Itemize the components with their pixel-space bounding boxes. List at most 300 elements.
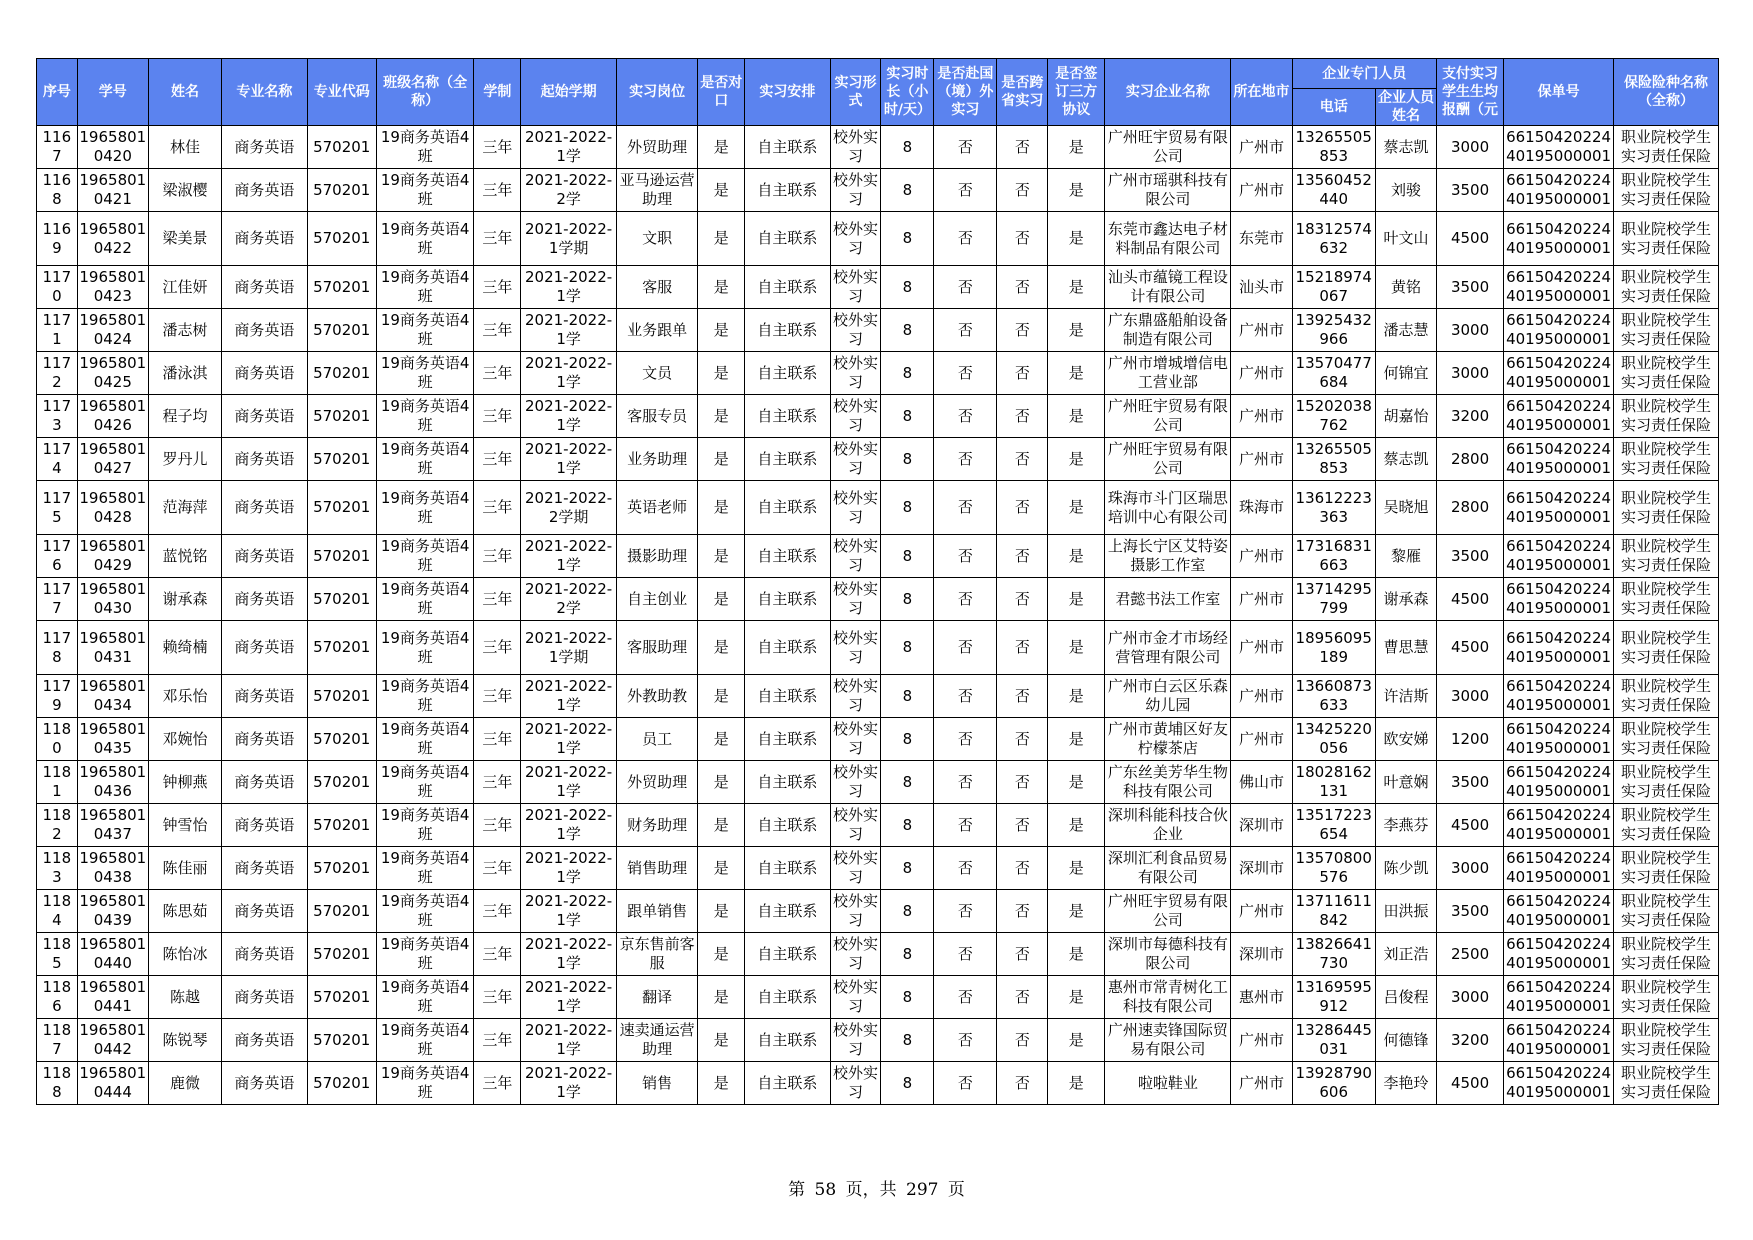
cell-pay: 2800 bbox=[1436, 438, 1503, 481]
cell-duration: 三年 bbox=[474, 481, 521, 535]
cell-company: 广州旺宇贸易有限公司 bbox=[1105, 126, 1231, 169]
cell-arrangement: 自主联系 bbox=[745, 126, 830, 169]
cell-major-code: 570201 bbox=[307, 169, 376, 212]
cell-phone: 17316831663 bbox=[1292, 535, 1375, 578]
cell-abroad: 否 bbox=[934, 535, 997, 578]
cell-policy-no: 6615042022440195000001 bbox=[1504, 535, 1614, 578]
cell-seq: 1167 bbox=[37, 126, 78, 169]
cell-abroad: 否 bbox=[934, 847, 997, 890]
header-duration: 学制 bbox=[474, 59, 521, 126]
header-matched: 是否对口 bbox=[698, 59, 745, 126]
cell-arrangement: 自主联系 bbox=[745, 1062, 830, 1105]
cell-phone: 15202038762 bbox=[1292, 395, 1375, 438]
cell-duration: 三年 bbox=[474, 309, 521, 352]
cell-agreement: 是 bbox=[1048, 761, 1105, 804]
cell-phone: 18956095189 bbox=[1292, 621, 1375, 675]
cell-seq: 1186 bbox=[37, 976, 78, 1019]
cell-duration: 三年 bbox=[474, 352, 521, 395]
cell-insurance: 职业院校学生实习责任保险 bbox=[1614, 675, 1719, 718]
cell-phone: 13286445031 bbox=[1292, 1019, 1375, 1062]
cell-name: 林佳 bbox=[148, 126, 221, 169]
cell-form: 校外实习 bbox=[830, 535, 881, 578]
cell-cross-province: 否 bbox=[997, 309, 1048, 352]
cell-phone: 18028162131 bbox=[1292, 761, 1375, 804]
cell-arrangement: 自主联系 bbox=[745, 718, 830, 761]
cell-position: 外教助教 bbox=[616, 675, 697, 718]
cell-company: 广东鼎盛船舶设备制造有限公司 bbox=[1105, 309, 1231, 352]
cell-major-name: 商务英语 bbox=[222, 352, 307, 395]
cell-agreement: 是 bbox=[1048, 933, 1105, 976]
cell-form: 校外实习 bbox=[830, 718, 881, 761]
cell-student-id: 19658010435 bbox=[77, 718, 148, 761]
cell-class-name: 19商务英语4班 bbox=[376, 1062, 474, 1105]
cell-duration: 三年 bbox=[474, 169, 521, 212]
cell-start-term: 2021-2022-1学 bbox=[521, 1062, 617, 1105]
cell-seq: 1168 bbox=[37, 169, 78, 212]
cell-start-term: 2021-2022-1学 bbox=[521, 266, 617, 309]
cell-policy-no: 6615042022440195000001 bbox=[1504, 169, 1614, 212]
cell-class-name: 19商务英语4班 bbox=[376, 481, 474, 535]
header-start-term: 起始学期 bbox=[521, 59, 617, 126]
cell-city: 广州市 bbox=[1231, 718, 1292, 761]
cell-matched: 是 bbox=[698, 352, 745, 395]
cell-start-term: 2021-2022-2学期 bbox=[521, 481, 617, 535]
cell-form: 校外实习 bbox=[830, 352, 881, 395]
cell-cross-province: 否 bbox=[997, 578, 1048, 621]
cell-staff-name: 谢承森 bbox=[1375, 578, 1436, 621]
cell-agreement: 是 bbox=[1048, 481, 1105, 535]
cell-hours: 8 bbox=[881, 933, 934, 976]
cell-agreement: 是 bbox=[1048, 438, 1105, 481]
cell-seq: 1169 bbox=[37, 212, 78, 266]
cell-major-code: 570201 bbox=[307, 352, 376, 395]
cell-abroad: 否 bbox=[934, 438, 997, 481]
cell-arrangement: 自主联系 bbox=[745, 438, 830, 481]
cell-insurance: 职业院校学生实习责任保险 bbox=[1614, 976, 1719, 1019]
cell-phone: 13570800576 bbox=[1292, 847, 1375, 890]
cell-hours: 8 bbox=[881, 266, 934, 309]
cell-student-id: 19658010438 bbox=[77, 847, 148, 890]
cell-major-name: 商务英语 bbox=[222, 169, 307, 212]
cell-agreement: 是 bbox=[1048, 976, 1105, 1019]
cell-phone: 13265505853 bbox=[1292, 126, 1375, 169]
cell-student-id: 19658010437 bbox=[77, 804, 148, 847]
cell-pay: 4500 bbox=[1436, 578, 1503, 621]
table-body bbox=[37, 126, 1719, 1105]
cell-major-name: 商务英语 bbox=[222, 1062, 307, 1105]
cell-matched: 是 bbox=[698, 212, 745, 266]
cell-duration: 三年 bbox=[474, 535, 521, 578]
cell-city: 佛山市 bbox=[1231, 761, 1292, 804]
cell-cross-province: 否 bbox=[997, 212, 1048, 266]
footer-middle: 页，共 bbox=[845, 1180, 897, 1200]
cell-duration: 三年 bbox=[474, 1019, 521, 1062]
cell-city: 深圳市 bbox=[1231, 804, 1292, 847]
cell-hours: 8 bbox=[881, 352, 934, 395]
cell-name: 陈越 bbox=[148, 976, 221, 1019]
cell-staff-name: 李艳玲 bbox=[1375, 1062, 1436, 1105]
cell-policy-no: 6615042022440195000001 bbox=[1504, 976, 1614, 1019]
cell-seq: 1174 bbox=[37, 438, 78, 481]
cell-class-name: 19商务英语4班 bbox=[376, 169, 474, 212]
cell-student-id: 19658010430 bbox=[77, 578, 148, 621]
cell-arrangement: 自主联系 bbox=[745, 169, 830, 212]
cell-major-code: 570201 bbox=[307, 578, 376, 621]
header-arrangement: 实习安排 bbox=[745, 59, 830, 126]
cell-student-id: 19658010423 bbox=[77, 266, 148, 309]
table-row bbox=[37, 621, 1719, 675]
cell-matched: 是 bbox=[698, 395, 745, 438]
cell-company: 广州市黄埔区好友柠檬茶店 bbox=[1105, 718, 1231, 761]
cell-hours: 8 bbox=[881, 718, 934, 761]
cell-insurance: 职业院校学生实习责任保险 bbox=[1614, 1019, 1719, 1062]
cell-insurance: 职业院校学生实习责任保险 bbox=[1614, 578, 1719, 621]
cell-class-name: 19商务英语4班 bbox=[376, 438, 474, 481]
cell-insurance: 职业院校学生实习责任保险 bbox=[1614, 395, 1719, 438]
cell-student-id: 19658010441 bbox=[77, 976, 148, 1019]
cell-pay: 3000 bbox=[1436, 352, 1503, 395]
cell-agreement: 是 bbox=[1048, 621, 1105, 675]
cell-matched: 是 bbox=[698, 675, 745, 718]
cell-agreement: 是 bbox=[1048, 804, 1105, 847]
cell-phone: 13169595912 bbox=[1292, 976, 1375, 1019]
cell-start-term: 2021-2022-1学 bbox=[521, 535, 617, 578]
cell-student-id: 19658010444 bbox=[77, 1062, 148, 1105]
cell-abroad: 否 bbox=[934, 933, 997, 976]
table-row bbox=[37, 976, 1719, 1019]
cell-pay: 3500 bbox=[1436, 266, 1503, 309]
cell-seq: 1183 bbox=[37, 847, 78, 890]
cell-seq: 1182 bbox=[37, 804, 78, 847]
cell-arrangement: 自主联系 bbox=[745, 761, 830, 804]
cell-major-code: 570201 bbox=[307, 212, 376, 266]
cell-form: 校外实习 bbox=[830, 621, 881, 675]
cell-policy-no: 6615042022440195000001 bbox=[1504, 1019, 1614, 1062]
cell-city: 广州市 bbox=[1231, 578, 1292, 621]
cell-start-term: 2021-2022-1学 bbox=[521, 675, 617, 718]
cell-arrangement: 自主联系 bbox=[745, 890, 830, 933]
cell-start-term: 2021-2022-1学 bbox=[521, 395, 617, 438]
cell-name: 陈佳丽 bbox=[148, 847, 221, 890]
table-row bbox=[37, 535, 1719, 578]
cell-seq: 1175 bbox=[37, 481, 78, 535]
cell-position: 自主创业 bbox=[616, 578, 697, 621]
cell-pay: 3500 bbox=[1436, 890, 1503, 933]
cell-seq: 1177 bbox=[37, 578, 78, 621]
cell-class-name: 19商务英语4班 bbox=[376, 352, 474, 395]
footer-prefix: 第 bbox=[788, 1180, 806, 1200]
cell-abroad: 否 bbox=[934, 621, 997, 675]
table-row bbox=[37, 675, 1719, 718]
cell-start-term: 2021-2022-1学 bbox=[521, 1019, 617, 1062]
cell-name: 邓婉怡 bbox=[148, 718, 221, 761]
cell-city: 汕头市 bbox=[1231, 266, 1292, 309]
cell-start-term: 2021-2022-1学 bbox=[521, 126, 617, 169]
table-row bbox=[37, 352, 1719, 395]
cell-pay: 3200 bbox=[1436, 395, 1503, 438]
cell-policy-no: 6615042022440195000001 bbox=[1504, 438, 1614, 481]
cell-arrangement: 自主联系 bbox=[745, 352, 830, 395]
cell-matched: 是 bbox=[698, 1062, 745, 1105]
cell-matched: 是 bbox=[698, 976, 745, 1019]
cell-pay: 2800 bbox=[1436, 481, 1503, 535]
cell-staff-name: 叶文山 bbox=[1375, 212, 1436, 266]
cell-insurance: 职业院校学生实习责任保险 bbox=[1614, 804, 1719, 847]
cell-major-name: 商务英语 bbox=[222, 804, 307, 847]
table-row bbox=[37, 266, 1719, 309]
header-name: 姓名 bbox=[148, 59, 221, 126]
cell-insurance: 职业院校学生实习责任保险 bbox=[1614, 438, 1719, 481]
cell-insurance: 职业院校学生实习责任保险 bbox=[1614, 169, 1719, 212]
cell-hours: 8 bbox=[881, 1062, 934, 1105]
cell-company: 啦啦鞋业 bbox=[1105, 1062, 1231, 1105]
cell-city: 广州市 bbox=[1231, 621, 1292, 675]
cell-cross-province: 否 bbox=[997, 126, 1048, 169]
cell-insurance: 职业院校学生实习责任保险 bbox=[1614, 212, 1719, 266]
cell-city: 珠海市 bbox=[1231, 481, 1292, 535]
cell-duration: 三年 bbox=[474, 933, 521, 976]
cell-major-name: 商务英语 bbox=[222, 395, 307, 438]
cell-name: 赖绮楠 bbox=[148, 621, 221, 675]
cell-company: 广州市瑶骐科技有限公司 bbox=[1105, 169, 1231, 212]
header-class-name: 班级名称（全称） bbox=[376, 59, 474, 126]
cell-matched: 是 bbox=[698, 578, 745, 621]
cell-arrangement: 自主联系 bbox=[745, 395, 830, 438]
cell-insurance: 职业院校学生实习责任保险 bbox=[1614, 266, 1719, 309]
cell-staff-name: 蔡志凯 bbox=[1375, 126, 1436, 169]
cell-staff-name: 李燕芬 bbox=[1375, 804, 1436, 847]
cell-cross-province: 否 bbox=[997, 621, 1048, 675]
cell-major-name: 商务英语 bbox=[222, 890, 307, 933]
cell-pay: 4500 bbox=[1436, 804, 1503, 847]
cell-company: 深圳市每德科技有限公司 bbox=[1105, 933, 1231, 976]
cell-cross-province: 否 bbox=[997, 761, 1048, 804]
cell-insurance: 职业院校学生实习责任保险 bbox=[1614, 761, 1719, 804]
cell-name: 陈怡冰 bbox=[148, 933, 221, 976]
cell-student-id: 19658010436 bbox=[77, 761, 148, 804]
header-company: 实习企业名称 bbox=[1105, 59, 1231, 126]
cell-major-code: 570201 bbox=[307, 890, 376, 933]
cell-company: 君懿书法工作室 bbox=[1105, 578, 1231, 621]
cell-hours: 8 bbox=[881, 126, 934, 169]
cell-agreement: 是 bbox=[1048, 675, 1105, 718]
cell-arrangement: 自主联系 bbox=[745, 1019, 830, 1062]
cell-student-id: 19658010442 bbox=[77, 1019, 148, 1062]
cell-seq: 1170 bbox=[37, 266, 78, 309]
cell-policy-no: 6615042022440195000001 bbox=[1504, 212, 1614, 266]
cell-major-code: 570201 bbox=[307, 804, 376, 847]
cell-cross-province: 否 bbox=[997, 976, 1048, 1019]
cell-pay: 3500 bbox=[1436, 169, 1503, 212]
cell-start-term: 2021-2022-1学 bbox=[521, 761, 617, 804]
cell-policy-no: 6615042022440195000001 bbox=[1504, 126, 1614, 169]
cell-phone: 13826641730 bbox=[1292, 933, 1375, 976]
cell-major-code: 570201 bbox=[307, 675, 376, 718]
cell-position: 亚马逊运营助理 bbox=[616, 169, 697, 212]
cell-pay: 3000 bbox=[1436, 675, 1503, 718]
cell-form: 校外实习 bbox=[830, 675, 881, 718]
cell-abroad: 否 bbox=[934, 1062, 997, 1105]
cell-abroad: 否 bbox=[934, 309, 997, 352]
cell-position: 客服助理 bbox=[616, 621, 697, 675]
cell-staff-name: 刘骏 bbox=[1375, 169, 1436, 212]
cell-staff-name: 田洪振 bbox=[1375, 890, 1436, 933]
cell-policy-no: 6615042022440195000001 bbox=[1504, 890, 1614, 933]
header-hours: 实习时长（小时/天） bbox=[881, 59, 934, 126]
cell-company: 广州市金才市场经营管理有限公司 bbox=[1105, 621, 1231, 675]
cell-name: 钟雪怡 bbox=[148, 804, 221, 847]
cell-pay: 3000 bbox=[1436, 976, 1503, 1019]
cell-class-name: 19商务英语4班 bbox=[376, 212, 474, 266]
cell-arrangement: 自主联系 bbox=[745, 976, 830, 1019]
cell-phone: 13928790606 bbox=[1292, 1062, 1375, 1105]
cell-seq: 1179 bbox=[37, 675, 78, 718]
table-row bbox=[37, 847, 1719, 890]
header-policy-no: 保单号 bbox=[1504, 59, 1614, 126]
cell-major-code: 570201 bbox=[307, 718, 376, 761]
cell-name: 潘泳淇 bbox=[148, 352, 221, 395]
cell-name: 陈锐琴 bbox=[148, 1019, 221, 1062]
cell-matched: 是 bbox=[698, 761, 745, 804]
cell-start-term: 2021-2022-1学 bbox=[521, 804, 617, 847]
cell-city: 广州市 bbox=[1231, 169, 1292, 212]
cell-arrangement: 自主联系 bbox=[745, 804, 830, 847]
cell-cross-province: 否 bbox=[997, 933, 1048, 976]
cell-class-name: 19商务英语4班 bbox=[376, 718, 474, 761]
cell-form: 校外实习 bbox=[830, 804, 881, 847]
cell-major-code: 570201 bbox=[307, 481, 376, 535]
header-student-id: 学号 bbox=[77, 59, 148, 126]
cell-insurance: 职业院校学生实习责任保险 bbox=[1614, 309, 1719, 352]
cell-name: 鹿微 bbox=[148, 1062, 221, 1105]
cell-cross-province: 否 bbox=[997, 481, 1048, 535]
cell-form: 校外实习 bbox=[830, 395, 881, 438]
cell-company: 广东丝美芳华生物科技有限公司 bbox=[1105, 761, 1231, 804]
cell-hours: 8 bbox=[881, 169, 934, 212]
cell-start-term: 2021-2022-1学 bbox=[521, 438, 617, 481]
table-row bbox=[37, 578, 1719, 621]
table-row bbox=[37, 1062, 1719, 1105]
cell-staff-name: 黎雁 bbox=[1375, 535, 1436, 578]
cell-major-name: 商务英语 bbox=[222, 126, 307, 169]
cell-start-term: 2021-2022-1学 bbox=[521, 890, 617, 933]
cell-seq: 1181 bbox=[37, 761, 78, 804]
cell-arrangement: 自主联系 bbox=[745, 621, 830, 675]
cell-abroad: 否 bbox=[934, 718, 997, 761]
cell-name: 范海萍 bbox=[148, 481, 221, 535]
cell-phone: 15218974067 bbox=[1292, 266, 1375, 309]
cell-arrangement: 自主联系 bbox=[745, 578, 830, 621]
cell-phone: 18312574632 bbox=[1292, 212, 1375, 266]
cell-staff-name: 黄铭 bbox=[1375, 266, 1436, 309]
cell-position: 客服 bbox=[616, 266, 697, 309]
cell-abroad: 否 bbox=[934, 126, 997, 169]
table-row bbox=[37, 933, 1719, 976]
cell-position: 跟单销售 bbox=[616, 890, 697, 933]
cell-seq: 1185 bbox=[37, 933, 78, 976]
table-header bbox=[37, 59, 1719, 126]
cell-company: 惠州市常青树化工科技有限公司 bbox=[1105, 976, 1231, 1019]
internship-table bbox=[36, 58, 1719, 1105]
cell-seq: 1188 bbox=[37, 1062, 78, 1105]
cell-form: 校外实习 bbox=[830, 438, 881, 481]
cell-major-code: 570201 bbox=[307, 761, 376, 804]
cell-agreement: 是 bbox=[1048, 535, 1105, 578]
cell-pay: 4500 bbox=[1436, 621, 1503, 675]
cell-name: 程子均 bbox=[148, 395, 221, 438]
page-footer bbox=[0, 1175, 1753, 1200]
cell-arrangement: 自主联系 bbox=[745, 675, 830, 718]
cell-city: 广州市 bbox=[1231, 535, 1292, 578]
cell-start-term: 2021-2022-1学 bbox=[521, 352, 617, 395]
cell-city: 广州市 bbox=[1231, 890, 1292, 933]
cell-pay: 3200 bbox=[1436, 1019, 1503, 1062]
cell-position: 员工 bbox=[616, 718, 697, 761]
footer-total-pages: 297 bbox=[906, 1180, 939, 1200]
header-seq: 序号 bbox=[37, 59, 78, 126]
cell-matched: 是 bbox=[698, 481, 745, 535]
cell-duration: 三年 bbox=[474, 621, 521, 675]
table-row bbox=[37, 890, 1719, 933]
cell-hours: 8 bbox=[881, 675, 934, 718]
cell-cross-province: 否 bbox=[997, 535, 1048, 578]
cell-abroad: 否 bbox=[934, 352, 997, 395]
cell-student-id: 19658010424 bbox=[77, 309, 148, 352]
cell-arrangement: 自主联系 bbox=[745, 481, 830, 535]
cell-major-name: 商务英语 bbox=[222, 438, 307, 481]
cell-start-term: 2021-2022-1学期 bbox=[521, 621, 617, 675]
cell-major-name: 商务英语 bbox=[222, 309, 307, 352]
cell-company: 广州速卖锋国际贸易有限公司 bbox=[1105, 1019, 1231, 1062]
cell-hours: 8 bbox=[881, 621, 934, 675]
cell-duration: 三年 bbox=[474, 804, 521, 847]
cell-city: 东莞市 bbox=[1231, 212, 1292, 266]
cell-arrangement: 自主联系 bbox=[745, 933, 830, 976]
cell-abroad: 否 bbox=[934, 578, 997, 621]
cell-cross-province: 否 bbox=[997, 1062, 1048, 1105]
cell-staff-name: 胡嘉怡 bbox=[1375, 395, 1436, 438]
table-row bbox=[37, 212, 1719, 266]
cell-agreement: 是 bbox=[1048, 212, 1105, 266]
cell-matched: 是 bbox=[698, 718, 745, 761]
cell-start-term: 2021-2022-1学 bbox=[521, 976, 617, 1019]
cell-arrangement: 自主联系 bbox=[745, 309, 830, 352]
table-row bbox=[37, 1019, 1719, 1062]
cell-class-name: 19商务英语4班 bbox=[376, 933, 474, 976]
cell-staff-name: 潘志慧 bbox=[1375, 309, 1436, 352]
cell-staff-name: 许洁斯 bbox=[1375, 675, 1436, 718]
cell-cross-province: 否 bbox=[997, 804, 1048, 847]
cell-insurance: 职业院校学生实习责任保险 bbox=[1614, 718, 1719, 761]
cell-form: 校外实习 bbox=[830, 126, 881, 169]
cell-major-code: 570201 bbox=[307, 976, 376, 1019]
cell-city: 广州市 bbox=[1231, 438, 1292, 481]
cell-name: 谢承森 bbox=[148, 578, 221, 621]
cell-matched: 是 bbox=[698, 266, 745, 309]
cell-duration: 三年 bbox=[474, 718, 521, 761]
cell-position: 文员 bbox=[616, 352, 697, 395]
cell-position: 销售助理 bbox=[616, 847, 697, 890]
cell-seq: 1187 bbox=[37, 1019, 78, 1062]
cell-policy-no: 6615042022440195000001 bbox=[1504, 933, 1614, 976]
table-row bbox=[37, 481, 1719, 535]
cell-form: 校外实习 bbox=[830, 761, 881, 804]
cell-phone: 13517223654 bbox=[1292, 804, 1375, 847]
cell-city: 深圳市 bbox=[1231, 933, 1292, 976]
cell-cross-province: 否 bbox=[997, 266, 1048, 309]
cell-staff-name: 蔡志凯 bbox=[1375, 438, 1436, 481]
cell-agreement: 是 bbox=[1048, 395, 1105, 438]
